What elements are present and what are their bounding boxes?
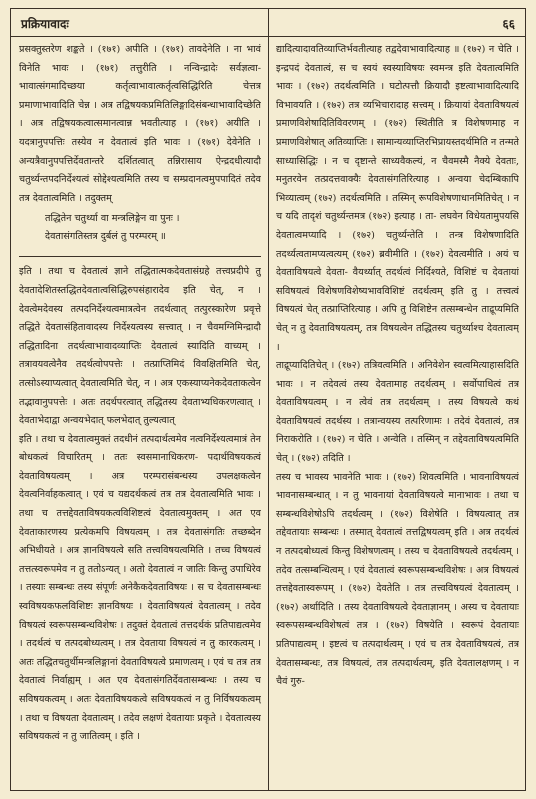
right-column	[276, 41, 519, 784]
verse-line-1: तद्धितेन चतुर्थ्या वा मन्त्रलिङ्गेन वा पुनः ।	[45, 213, 180, 225]
right-paragraph-1: द्यादित्यादावतिव्याप्तिर्भवतीत्याह तद्वदेवाभावादित्याह ॥ (१७२) न चेति । इन्द्रपदं देवतात्वं, स च स्वयं स्वस्याविषयः स्वमन्त्र इति देवतात्वमिति भावः । (१७२) तदर्थत्वमिति । घटोत्पत्तौ क्रियादौ इष्टत्वाभावादित्यादि विभावयति । (१७२) तत्र व्यभिचारादाह सत्त्वम् । क्रियायां देवताविषयत्वं प्रमाणविशेषादितिविवरणम् । (१७२) स्थितीति त्र विशेषणमाह न प्रमाणविशेषात् अतिव्याप्तिः । सामान्यव्याप्तिरभिप्रायस्तदर्थमिति न तन्मते साध्यासिद्धिः । न च दृष्टान्ते साध्यवैकल्यं, न चैवमस्मै नैक्ये देवताः, मनुतरवेन तत्प्रदत्तवाक्यैः देवतासंगतिरित्याह । अन्वया चेदम्बिकापि भिव्यात्वम् (१७२) तदर्थत्वमिति । तस्मिन् रूपविशेषणाधानमितिचेत् । न च यदि तादृशं चतुर्थ्यन्तमत्र (१७२) इत्याह । ता- लघवेन विधेयतामुपयसि देवतात्वमप्यादि । (१७२) चतुर्थ्यन्तेति । तन्त्र विशेषणादिति तदर्थ्यत्वतामप्यत्वत्यम् (१७२) ब्रवीमीति । (१७२) देवत्वमीति । अयं च देवताविषयत्वे देवता- वैयर्थ्यात् तदर्थत्वं निर्दिश्यते, विशिष्टं च देवतायां सविषयत्वं विशेषणविशेष्यभावविशिष्टं तदर्थत्वम् इति तु । तत्त्वत्वं विषयत्वं चेत् तत्प्राप्तिरित्याह । अपि तु विशिष्टेन तत्सम्बन्धेन ताद्रूप्यमिति चेत् न तु देवताविषयत्वम्, तत्र विषयत्वेन तद्धितस्य चतुर्थ्याश्च देवतात्वम् ।	[276, 44, 519, 353]
left-column	[19, 41, 261, 784]
right-paragraph-3: तस्य च भावस्य भावनेति भावः । (१७२) शिवत्वमिति । भावनाविषयत्वं भावनासम्बन्धात् । न तु भावनायां देवताविषयत्वे मानाभावः । तथा च सम्बन्धविशेषोऽपि तदर्थत्वम् । (१७२) विशेषेति । विषयत्वात् तत्र तद्देवतायाः सम्बन्धः । तस्मात् देवतात्वं तत्तद्विषयत्वम् इति । अत्र तदर्थत्वं न तत्पदबोध्यत्वं किन्तु विशेषणत्वम् । तस्य च देवताविषयत्वे तदर्थत्वम् । तदेव तत्सम्बन्धित्वम् । एवं देवतात्वं स्वरूपसम्बन्धविशेषः । अत्र विषयत्वं तत्तद्देवतास्वरूपम् । (१७२) देवतेति । तत्र तत्त्वविषयत्वं देवतात्वम् । (१७२) अर्थादिति । तस्य देवताविषयत्वे देवताज्ञानम् । अस्य च देवतायाः स्वरूपसम्बन्धविशेषत्वं तत्र । (१७२) विषयेति । स्वरूपं देवतायाः प्रतिपाद्यत्वम् । इष्टत्वं च तत्पदार्थत्वम् । एवं च तत्र देवताविषयत्वं, तत्र देवतासम्बन्धः, तत्र विषयत्वं, तत्र तत्पदार्थत्वम्, इति देवतालक्षणम् । न चैवं गुरु-	[276, 471, 519, 688]
verse-line-2: देवतासंगतिस्तत्र दुर्बलं तु परम्परम् ॥	[45, 231, 166, 243]
section-rule	[19, 256, 261, 257]
page-number: ६६	[502, 17, 515, 31]
running-title: प्रक्रियावादः	[21, 17, 69, 31]
right-paragraph-2: ताद्रूप्यादितिचेत् । (१७२) तत्रिवत्वमिति । अनिवेशेन स्वत्वमित्याहासदिति भावः । न तदेवत्वं तस्य देवतामाह तदर्थत्वम् । सर्वोपाधित्वं तत्र देवताविषयत्वम् । न त्वेवं तत्र तदर्थत्वम् । तस्य विषयत्वे कथं देवताविषयत्वं तदर्थस्य । तत्रान्वयस्य तत्परिणामः । तदेवं देवतात्वं, तत्र निराकरोति । (१७२) न चेति । अन्वेति । तस्मिन् न तद्देवताविषयत्वमिति चेत् । (१७२) तदिति ।	[276, 360, 519, 465]
left-paragraph-2: इति । तथा च देवतात्वं ज्ञाने तद्धितात्मकदेवतासंग्रहे तत्त्वप्रदीपे तु देवतादेशितस्तद्धितदेवतात्वसिद्धिरुपसंहारादेव इति चेत्, न । देवत्वेमदेवस्य तत्पदनिर्देश्यत्वमात्रत्वेन तदर्थत्वात् तत्पुरस्कारेण प्रवृत्ते तद्धिते देवतासंहितावादस्य निर्देश्यत्वस्य सत्त्वात् । न चैवमग्निमिन्द्रादौ तद्धितादिना तदर्थत्वाभावादव्याप्तिः देवतात्वं स्यादिति वाच्यम् । तत्रावयवत्वेनैव तदर्थत्वोपपत्तेः । तत्प्राप्तिमिदं विवक्षितमिति चेत्, तत्सोऽस्याप्यत्वात् देवतात्वमिति चेत्, न । अत्र एकस्याप्यनेकदेवताकत्वेन तद्भावानुपपत्तेः । अतः तदर्थपरत्वात् तद्धितस्य देवताभ्यधिकरणत्वात् । देवताभेदाद्वा अन्वयभेदात् फलभेदात् तुल्यत्वात्	[19, 266, 261, 427]
left-paragraph-1: प्रसक्तुस्तरेण शङ्कते । (१७१) अपीति । (१७१) तावदेनेति । ना भावं विनेति भावः । (१७१) तत्तुरीति । नन्विन्द्रादेः सर्वज्ञत्वा- भावात्संगमादिच्छया कर्तृत्वाभावात्कर्तृत्वसिद्धिरिति चेत्तत्र प्रमाणाभावादिति चेन्न । अत्र तद्विषयकप्रमितिलिङ्गादिसंबन्धाभावादिच्छेति । अत्र तद्विषयकत्वात्समानत्वान्न भवतीत्याह । (१७१) अयीति । यदत्रानुपपत्तिः तस्येव न देवतात्वं इति भावः । (१७१) देवेनेति । अन्यत्रैवानुपपत्तिर्देवतान्तरे दर्शितत्वात् तन्निरासाय ऐन्द्रदधीत्यादौ चतुर्थ्यन्तपदनिर्देश्यत्वं सोद्देश्यत्वमिति तस्य च सम्प्रदानत्वमुपपादितं तदेव तत्र देवतात्वमिति । तदुक्तम्	[19, 44, 261, 204]
left-paragraph-3: इति । तथा च देवतात्वमुक्तं तदधीनं तत्पदार्थत्वमेव नत्वनिर्देश्यत्वमात्रं तेन बोधकत्वं विचारितम् । ततः स्वसमानाधिकरण- पदार्थविषयकत्वं देवताविषयत्वम् । अत्र परम्परासंबन्धस्य उपलक्षकत्वेन देवत्वनिर्वाहकत्वात् । एवं च यद्यदर्थकत्वं तत्र तत्र देवतात्वमिति भावः । तथा च तत्तद्देवताविषयकत्वविशिष्टत्वं देवतात्वमुक्तम् । अत एव देवताकारणस्य प्रत्येकमपि विषयत्वम् । तत्र देवतासंगतिः तच्छब्देन अभिधीयते । अत्र ज्ञानविषयत्वे सति तत्त्वविषयत्वमिति । तच्च विषयत्वं तत्तत्स्वरूपमेव न तु ततोऽन्यत् । अतो देवतात्वं न जातिः किन्तु उपाधिरेव । तस्याः सम्बन्धः तस्य संपूर्णः अनेकैकदेवताविषयः । स च देवतासम्बन्धः स्वविषयकफलविशिष्टः ज्ञानविषयः । देवताविषयत्वं देवतात्वम् । तदेव विषयत्वं स्वरूपसम्बन्धविशेषः । तदुक्तं देवतात्वं तत्तदर्थकं प्रतिपाद्यत्वमेव । तदर्थत्वं च तत्पदबोध्यत्वम् । तत्र देवताया विषयत्वं न तु कारकत्वम् । अतः तद्धितचतुर्थीमन्त्रलिङ्गानां देवताविषयत्वे प्रमाणत्वम् । एवं च तत्र तत्र देवतात्वं निर्वाह्यम् । अत एव देवतासंगतिर्देवतासम्बन्धः । तस्य च सविषयकत्वम् । अतः देवताविषयकत्वे सविषयकत्वं न तु निर्विषयकत्वम् । तथा च विषयता देवतात्वम् । तदेव लक्षणं देवतायाः प्रकृते । देवतात्वस्य सविषयकत्वं न तु जातित्वम् । इति ।	[19, 433, 261, 743]
document-page	[10, 8, 526, 791]
column-divider	[268, 9, 269, 790]
